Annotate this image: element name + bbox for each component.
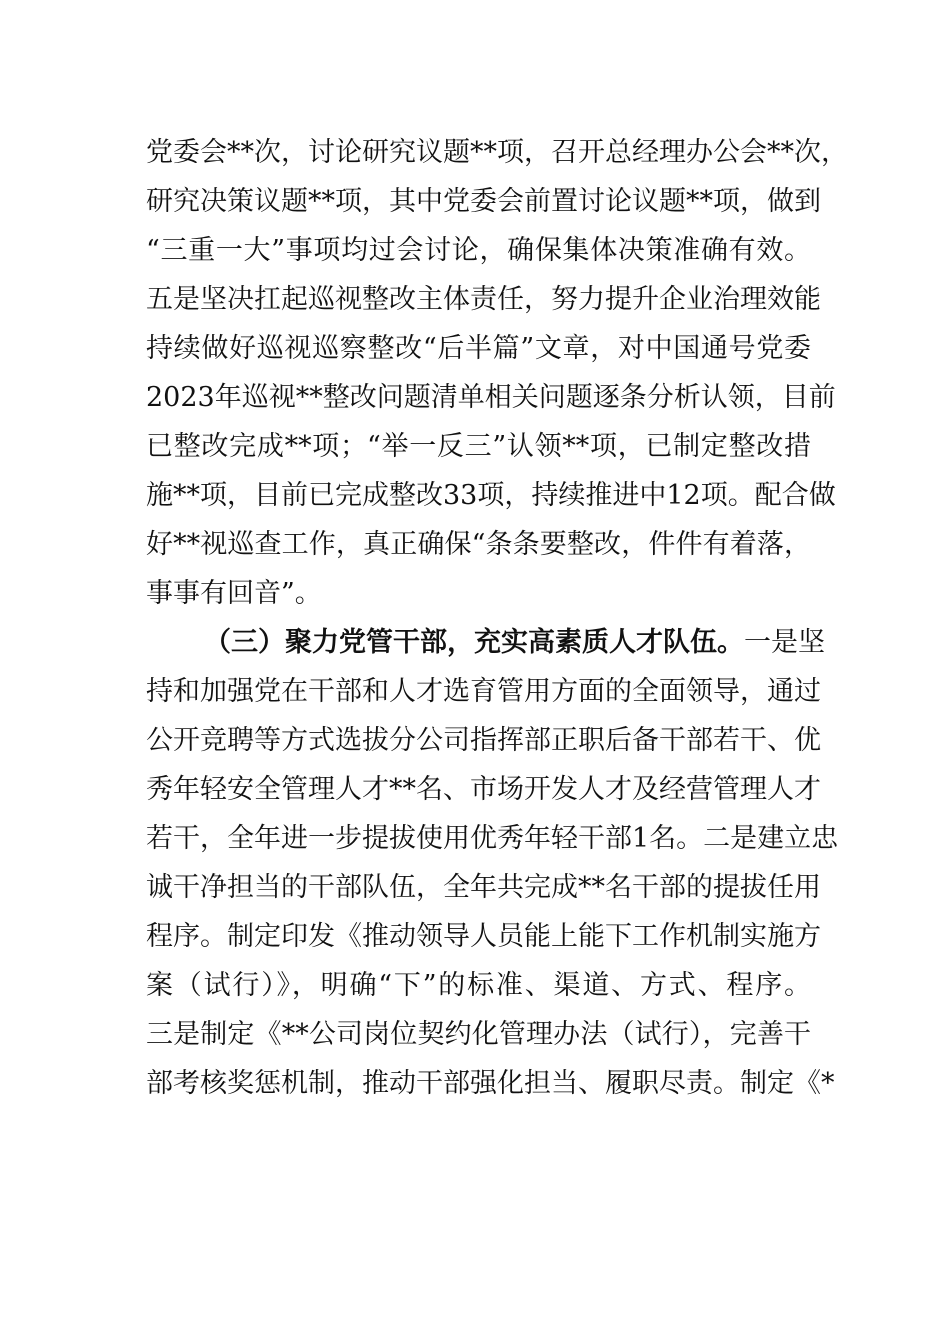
section-line: 案（试行）》，明确“下”的标准、渠道、方式、程序。 (146, 970, 811, 1001)
section-line: 程序。制定印发《推动领导人员能上能下工作机制实施方 (146, 921, 821, 952)
section-line: 持和加强党在干部和人才选育管用方面的全面领导，通过 (146, 676, 821, 707)
section-line: 诚干净担当的干部队伍，全年共完成**名干部的提拔任用 (146, 872, 821, 903)
paragraph-line: 研究决策议题**项，其中党委会前置讨论议题**项，做到 (146, 186, 821, 217)
paragraph-line: 持续做好巡视巡察整改“后半篇”文章，对中国通号党委 (146, 333, 811, 364)
paragraph-line: 五是坚决扛起巡视整改主体责任，努力提升企业治理效能 (146, 284, 821, 315)
section-line: 秀年轻安全管理人才**名、市场开发人才及经营管理人才 (146, 774, 821, 805)
paragraph-line: 党委会**次，讨论研究议题**项，召开总经理办公会**次， (146, 137, 848, 168)
document-body (146, 128, 848, 1108)
paragraph-line: 施**项，目前已完成整改33项，持续推进中12项。配合做 (146, 480, 836, 511)
paragraph-line: 好**视巡查工作，真正确保“条条要整改，件件有着落， (146, 529, 811, 560)
section-line: 部考核奖惩机制，推动干部强化担当、履职尽责。制定《* (146, 1068, 835, 1099)
section-heading: （三）聚力党管干部，充实高素质人才队伍。 (204, 627, 744, 658)
section-line: 公开竞聘等方式选拔分公司指挥部正职后备干部若干、优 (146, 725, 821, 756)
paragraph-line: 2023年巡视**整改问题清单相关问题逐条分析认领，目前 (146, 382, 836, 413)
paragraph-line: 已整改完成**项；“举一反三”认领**项，已制定整改措 (146, 431, 811, 462)
section-first-line-text: 一是坚 (744, 627, 825, 658)
paragraph-line: “三重一大”事项均过会讨论，确保集体决策准确有效。 (146, 235, 811, 266)
section-line: 若干，全年进一步提拔使用优秀年轻干部1名。二是建立忠 (146, 823, 839, 854)
section-line: 三是制定《**公司岗位契约化管理办法（试行），完善干 (146, 1019, 811, 1050)
section-first-line (146, 618, 825, 667)
paragraph-line: 事事有回音”。 (146, 578, 322, 609)
